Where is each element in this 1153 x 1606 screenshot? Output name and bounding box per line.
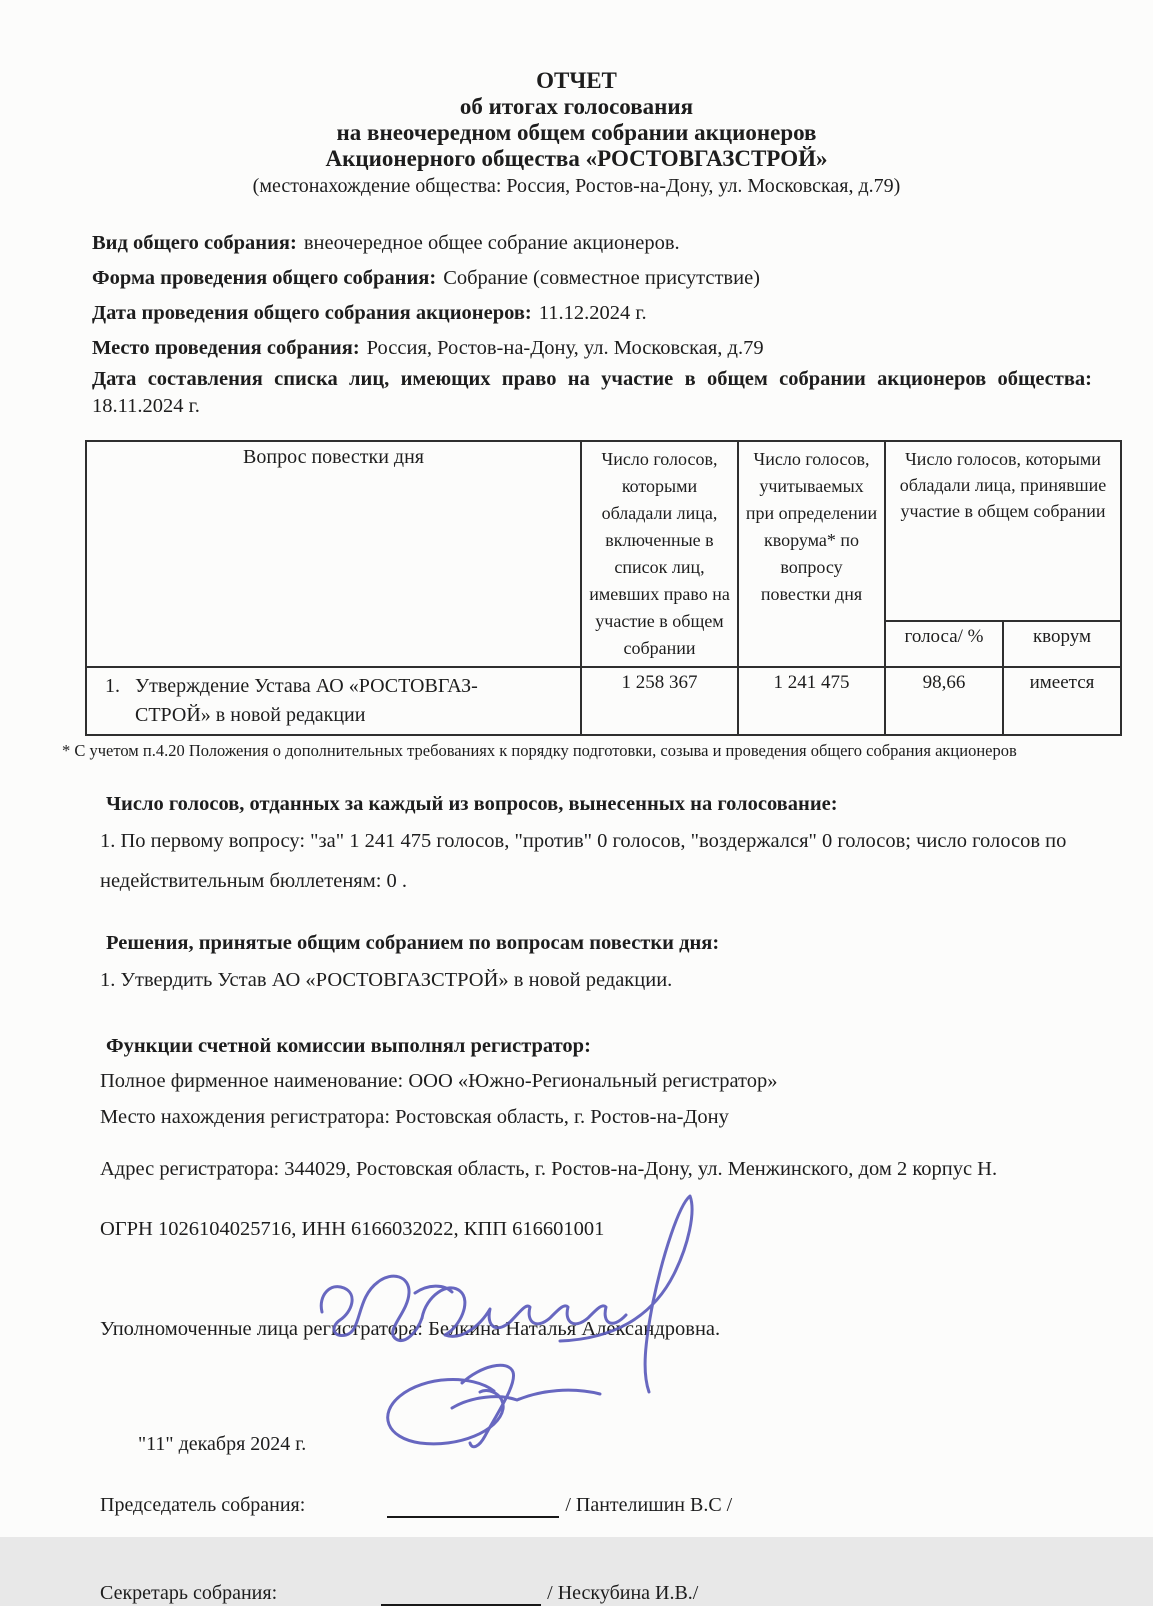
chairman-label: Председатель собрания: bbox=[100, 1493, 306, 1516]
meta-meeting-form-label: Форма проведения общего собрания: bbox=[92, 267, 437, 289]
meta-meeting-form-value: Собрание (совместное присутствие) bbox=[443, 267, 761, 289]
col-header-votes-quorum: Число голосов, учитываемых при определении кворума* по вопросу повестки дня bbox=[738, 441, 885, 667]
table-header-row bbox=[86, 441, 1121, 621]
meta-record-date-value: 18.11.2024 г. bbox=[92, 395, 200, 417]
question-number: 1. bbox=[105, 675, 120, 697]
title-line-2: об итогах голосования bbox=[459, 94, 694, 119]
meta-meeting-type bbox=[92, 230, 1093, 257]
meta-meeting-type-value: внеочередное общее собрание акционеров. bbox=[303, 232, 680, 254]
registrar-address-line: Адрес регистратора: 344029, Ростовская область, г. Ростов-на-Дону, ул. Менжинского, дом 2 корпус Н. bbox=[100, 1157, 998, 1180]
question-text: Утверждение Устава АО «РОСТОВГАЗ-СТРОЙ» в новой редакции bbox=[135, 675, 478, 726]
signing-date-line: "11" декабря 2024 г. bbox=[138, 1432, 307, 1455]
cell-quorum-status: имеется bbox=[1003, 667, 1121, 735]
company-location-line: (местонахождение общества: Россия, Ростов-на-Дону, ул. Московская, д.79) bbox=[252, 175, 901, 197]
meta-meeting-place-value: Россия, Ростов-на-Дону, ул. Московская, д.79 bbox=[366, 337, 764, 359]
meta-meeting-type-label: Вид общего собрания: bbox=[92, 232, 297, 254]
question-wrap bbox=[93, 672, 574, 730]
chairman-signature-line bbox=[387, 1492, 559, 1518]
secretary-signature-row bbox=[100, 1580, 1153, 1606]
title-line-3: на внеочередном общем собрании акционеров bbox=[336, 120, 817, 145]
meta-meeting-date-value: 11.12.2024 г. bbox=[538, 302, 647, 324]
col-header-votes-participants: Число голосов, которыми обладали лица, принявшие участие в общем собрании bbox=[885, 441, 1121, 621]
secretary-name: / Нескубина И.В./ bbox=[547, 1581, 699, 1604]
subcol-header-votes-pct: голоса/ % bbox=[885, 621, 1003, 667]
cell-question bbox=[86, 667, 581, 735]
agenda-votes-table bbox=[85, 440, 1122, 736]
secretary-signature-line bbox=[381, 1580, 541, 1606]
col-header-votes-total: Число голосов, которыми обладали лица, включенные в список лиц, имевших право на участие в общем собрании bbox=[581, 441, 738, 667]
col-header-question: Вопрос повестки дня bbox=[86, 441, 581, 667]
meta-meeting-place-label: Место проведения собрания: bbox=[92, 337, 360, 359]
meta-meeting-date-label: Дата проведения общего собрания акционеров: bbox=[92, 302, 532, 324]
votes-cast-heading: Число голосов, отданных за каждый из вопросов, вынесенных на голосование: bbox=[106, 793, 838, 815]
authorized-persons-line: Уполномоченные лица регистратора: Белкина Наталья Александровна. bbox=[100, 1317, 721, 1340]
table-row bbox=[86, 667, 1121, 735]
cell-votes-quorum: 1 241 475 bbox=[738, 667, 885, 735]
table-footnote: * С учетом п.4.20 Положения о дополнительных требованиях к порядку подготовки, созыва и проведения общего собрания акционеров bbox=[62, 741, 1017, 760]
subcol-header-quorum: кворум bbox=[1003, 621, 1121, 667]
title-line-4: Акционерного общества «РОСТОВГАЗСТРОЙ» bbox=[325, 146, 828, 171]
decisions-heading: Решения, принятые общим собранием по вопросам повестки дня: bbox=[106, 931, 720, 954]
chairman-signature-row bbox=[100, 1492, 1153, 1518]
meta-record-date-label: Дата составления списка лиц, имеющих право на участие в общем собрании акционеров общества: bbox=[92, 368, 1092, 390]
registrar-ids-line: ОГРН 1026104025716, ИНН 6166032022, КПП 616601001 bbox=[100, 1217, 605, 1240]
meta-record-date bbox=[92, 366, 1092, 420]
registrar-name-line: Полное фирменное наименование: ООО «Южно-Региональный регистратор» bbox=[100, 1069, 778, 1092]
meta-meeting-place bbox=[92, 335, 1093, 362]
secretary-label: Секретарь собрания: bbox=[100, 1581, 278, 1604]
cell-votes-total: 1 258 367 bbox=[581, 667, 738, 735]
document-title-block bbox=[0, 0, 1153, 198]
meeting-meta-block bbox=[92, 230, 1093, 420]
cell-votes-pct: 98,66 bbox=[885, 667, 1003, 735]
chairman-name: / Пантелишин В.С / bbox=[565, 1493, 733, 1516]
votes-cast-text: 1. По первому вопросу: "за" 1 241 475 голосов, "против" 0 голосов, "воздержался" 0 голосов; число голосов по недействительным бюллетеням: 0 . bbox=[100, 830, 1067, 892]
registrar-heading: Функции счетной комиссии выполнял регистратор: bbox=[106, 1034, 591, 1057]
meta-meeting-date bbox=[92, 300, 1093, 327]
meta-meeting-form bbox=[92, 265, 1093, 292]
decisions-text: 1. Утвердить Устав АО «РОСТОВГАЗСТРОЙ» в новой редакции. bbox=[100, 968, 673, 991]
registrar-location-line: Место нахождения регистратора: Ростовская область, г. Ростов-на-Дону bbox=[100, 1105, 729, 1128]
title-line-1: ОТЧЕТ bbox=[536, 68, 617, 93]
